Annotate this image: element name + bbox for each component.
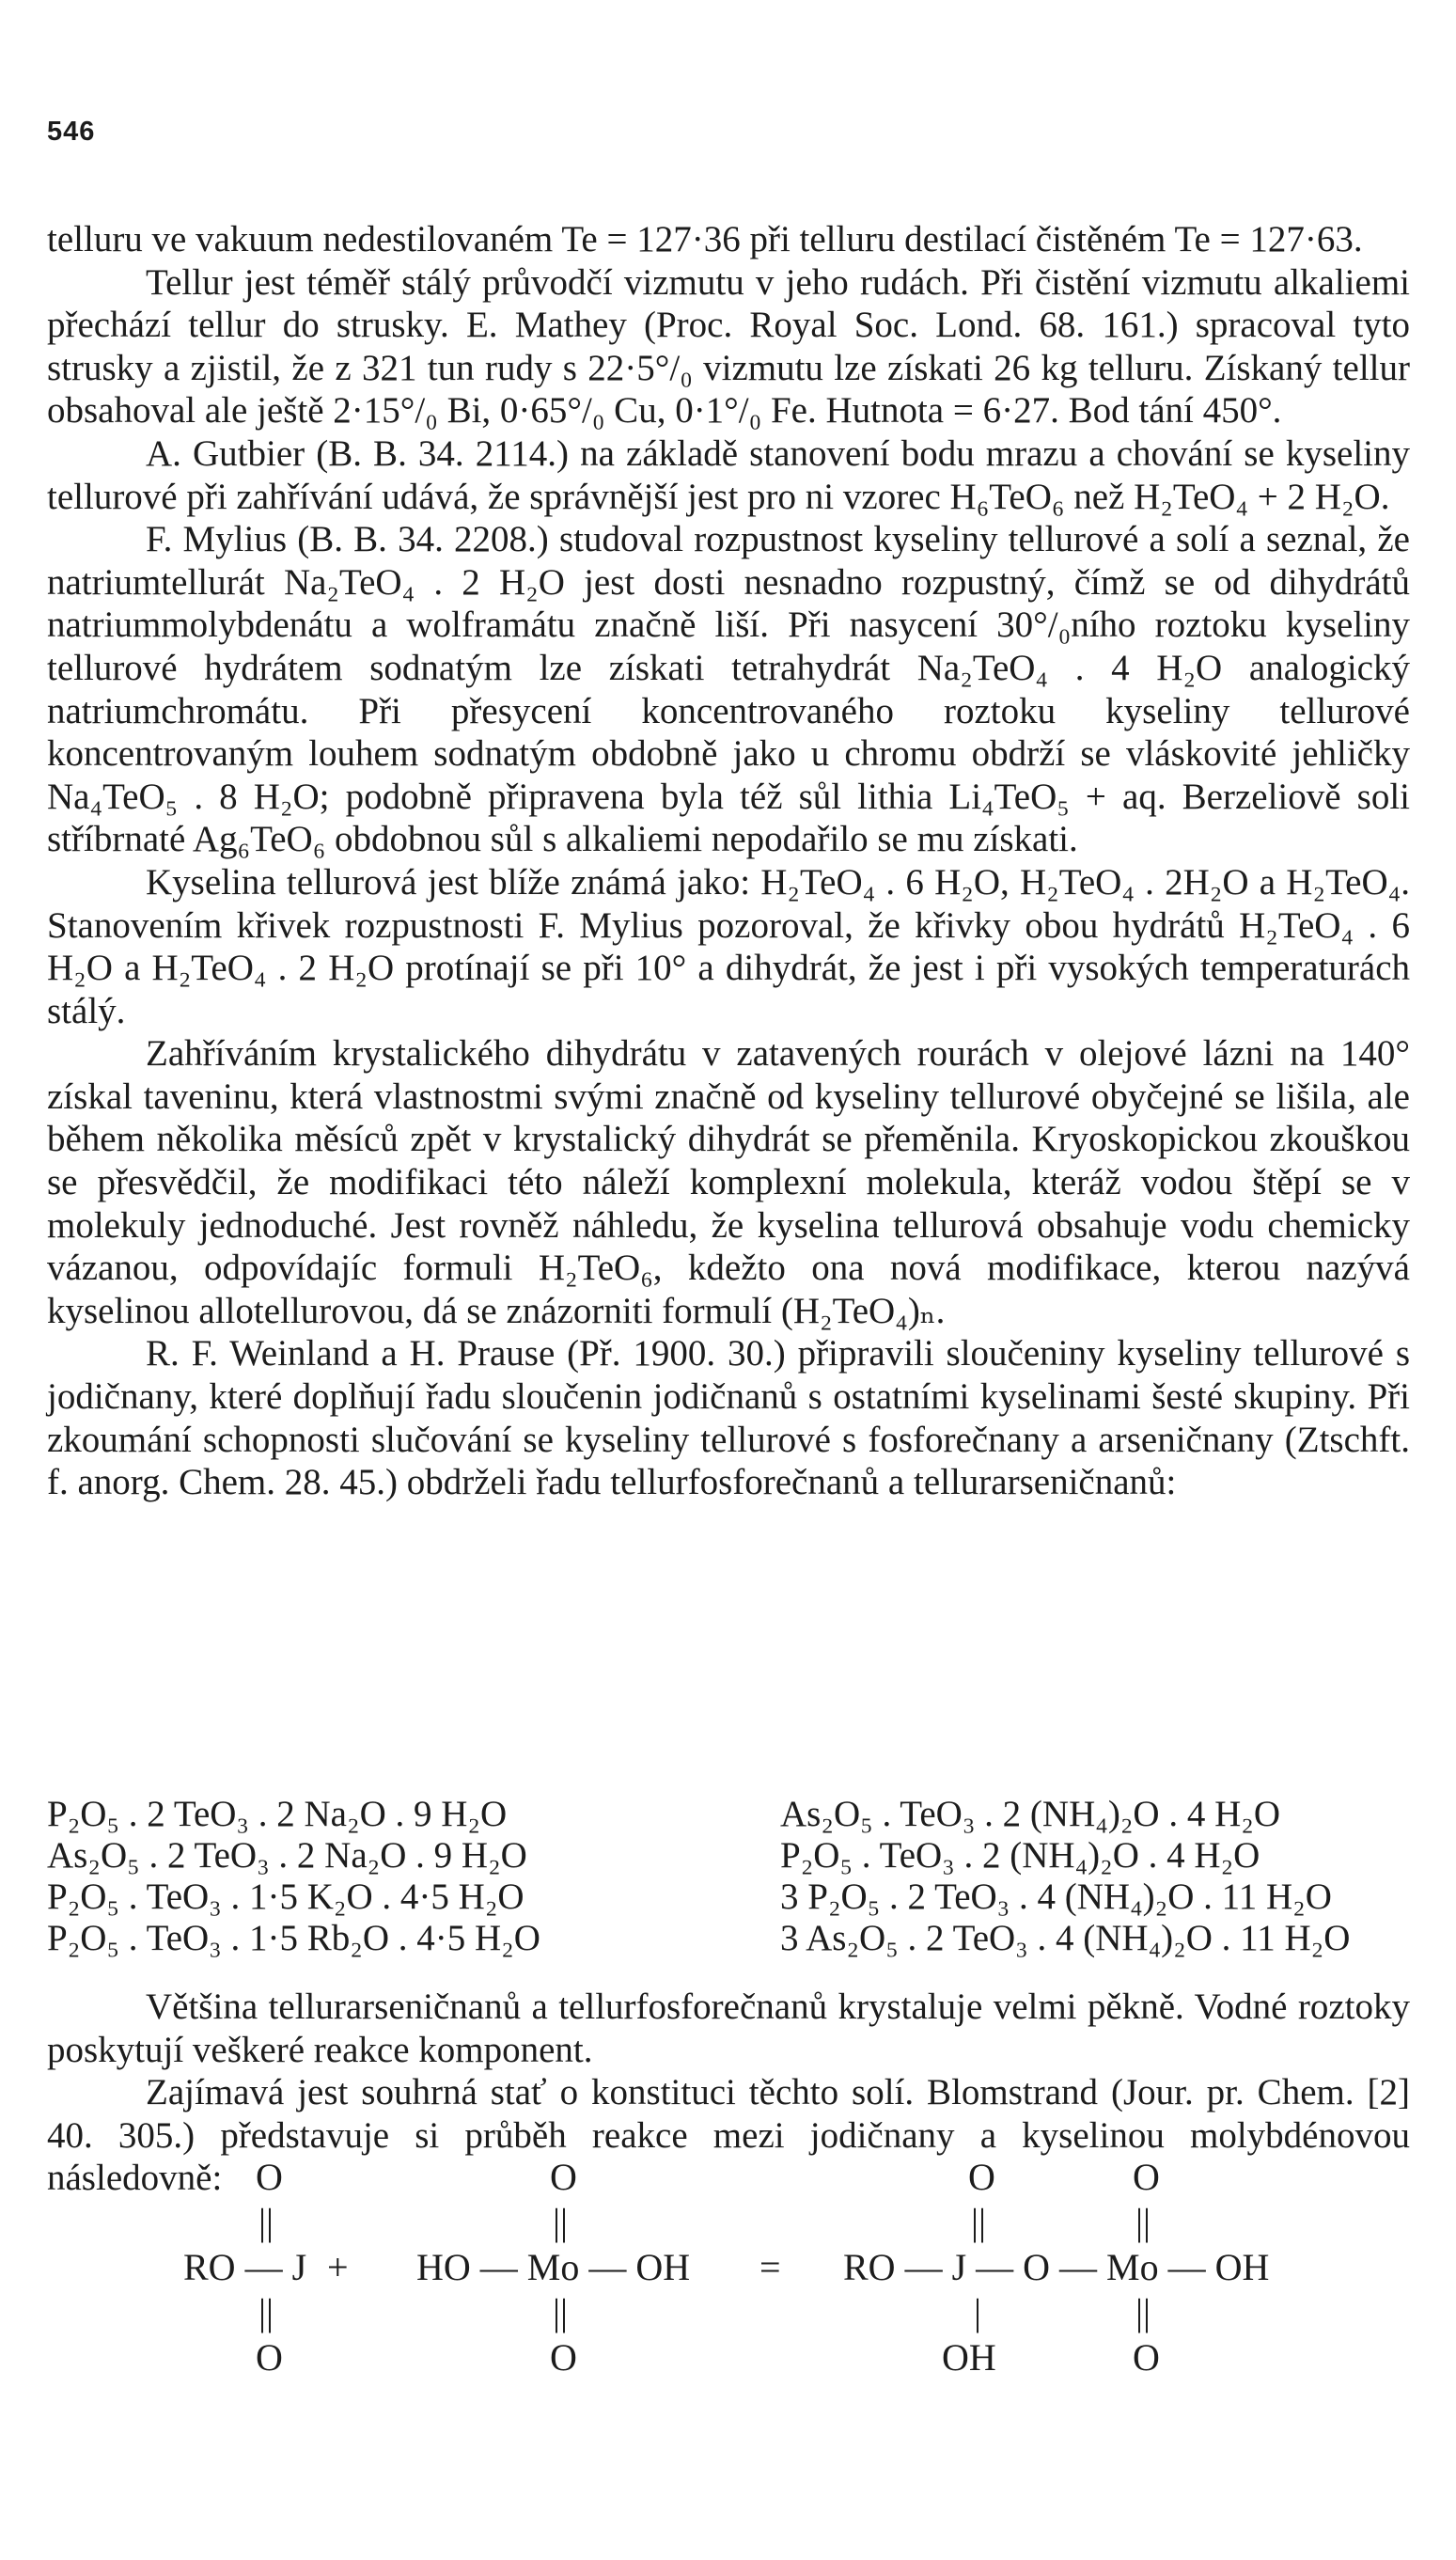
compound-formula: P₂O₅ . TeO₃ . 2 (NH₄)₂O . 4 H₂O [780,1835,1260,1876]
oxygen-atom: O [1133,2336,1160,2379]
paragraph-6: Zahříváním krystalického dihydrátu v zatavených rourách v olejové lázni na 140° získal taveninu, která vlastnostmi svými značně od kyseliny tellurové obyčejné se lišila, ale během několika měsíců zpět v krystalický dihydrát se přeměnila. Kryoskopickou zkouškou se přesvědčil, že modifikaci této náleží komplexní molekula, kteráž vodou štěpí se v molekuly jednoduché. Jest rovněž náhledu, že kyselina tellurová obsahuje vodu chemicky vázanou, odpovídajíc formuli H₂TeO₆, kdežto ona nová modifikace, kterou nazývá kyselinou allotellurovou, dá se znázorniti formulí (H₂TeO₄)ₙ. [47,1033,1410,1331]
paragraph-1: telluru ve vakuum nedestilovaném Te = 127·36 při telluru destilací čistěném Te = 127·63. [47,219,1363,259]
compound-table [47,1794,1410,1959]
paragraph-7: R. F. Weinland a H. Prause (Př. 1900. 30.) připravili sloučeniny kyseliny tellurové s jodičnany, které doplňují řadu sloučenin jodičnanů s ostatními kyselinami šesté skupiny. Při zkoumání schopnosti slučování se kyseliny tellurové s fosforečnany a arseničnany (Ztschft. f. anorg. Chem. 28. 45.) obdrželi řadu tellurfosforečnanů a tellurarseničnanů: [47,1333,1410,1503]
hydroxyl-group: OH [942,2336,996,2379]
paragraph-2: Tellur jest téměř stálý průvodčí vizmutu v jeho rudách. Při čistění vizmutu alkaliemi přechází tellur do strusky. E. Mathey (Proc. Royal Soc. Lond. 68. 161.) spracoval tyto strusky a zjistil, že z 321 tun rudy s 22·5°/₀ vizmutu lze získati 26 kg telluru. Získaný tellur obsahoval ale ještě 2·15°/₀ Bi, 0·65°/₀ Cu, 0·1°/₀ Fe. Hutnota = 6·27. Bod tání 450°. [47,261,1410,432]
double-bond: || [258,2201,274,2243]
single-bond: | [974,2291,982,2333]
compound-row [47,1794,1410,1835]
double-bond: || [1135,2201,1151,2243]
reactant-molybdic-acid: HO — Mo — OH [416,2246,691,2288]
paragraph-3: A. Gutbier (B. B. 34. 2114.) na základě stanovení bodu mrazu a chování se kyseliny tellurové při zahřívání udává, že správnější jest pro ni vzorec H₆TeO₆ než H₂TeO₄ + 2 H₂O. [47,432,1410,517]
equals-sign: = [759,2246,781,2288]
oxygen-atom: O [550,2156,577,2198]
body-text [47,218,1410,1504]
compound-formula: P₂O₅ . TeO₃ . 1·5 K₂O . 4·5 H₂O [47,1877,524,1917]
compound-row [47,1918,1410,1959]
oxygen-atom: O [256,2156,283,2198]
compound-formula: 3 As₂O₅ . 2 TeO₃ . 4 (NH₄)₂O . 11 H₂O [780,1918,1351,1958]
page-number: 546 [47,117,96,147]
paragraph-8: Většina tellurarseničnanů a tellurfosforečnanů krystaluje velmi pěkně. Vodné roztoky poskytují veškeré reakce komponent. [47,1987,1410,2070]
oxygen-atom: O [968,2156,995,2198]
paragraph-5: Kyselina tellurová jest blíže známá jako: H₂TeO₄ . 6 H₂O, H₂TeO₄ . 2H₂O a H₂TeO₄. Stanovením křivek rozpustnosti F. Mylius pozoroval, že křivky obou hydrátů H₂TeO₄ . 6 H₂O a H₂TeO₄ . 2 H₂O protínají se při 10° a dihydrát, že jest i při vysokých temperaturách stálý. [47,861,1410,1031]
product: RO — J — O — Mo — OH [843,2246,1270,2288]
double-bond: || [971,2201,987,2243]
compound-formula: P₂O₅ . 2 TeO₃ . 2 Na₂O . 9 H₂O [47,1794,508,1834]
oxygen-atom: O [1133,2156,1160,2198]
compound-formula: As₂O₅ . TeO₃ . 2 (NH₄)₂O . 4 H₂O [780,1794,1281,1834]
oxygen-atom: O [256,2336,283,2379]
paragraph-9: Zajímavá jest souhrná stať o konstituci těchto solí. Blomstrand (Jour. pr. Chem. [2] 40. 305.) představuje si průběh reakce mezi jodičnany a kyselinou molybdénovou následovně: [47,2072,1410,2199]
compound-formula: As₂O₅ . 2 TeO₃ . 2 Na₂O . 9 H₂O [47,1835,527,1876]
oxygen-atom: O [550,2336,577,2379]
double-bond: || [553,2201,569,2243]
compound-row [47,1835,1410,1877]
double-bond: || [1135,2291,1151,2333]
reactant-iodate: RO — J [183,2246,307,2288]
double-bond: || [553,2291,569,2333]
compound-formula: 3 P₂O₅ . 2 TeO₃ . 4 (NH₄)₂O . 11 H₂O [780,1877,1332,1917]
plus-sign: + [327,2246,349,2288]
paragraph-4: F. Mylius (B. B. 34. 2208.) studoval rozpustnost kyseliny tellurové a solí a seznal, že natriumtellurát Na₂TeO₄ . 2 H₂O jest dosti nesnadno rozpustný, čímž se od dihydrátů natriummolybdenátu a wolframátu značně liší. Při nasycení 30°/₀ního roztoku kyseliny tellurové hydrátem sodnatým lze získati tetrahydrát Na₂TeO₄ . 4 H₂O analogický natriumchromátu. Při přesycení koncentrovaného roztoku kyseliny tellurové koncentrovaným louhem sodnatým obdobně jako u chromu obdrží se vláskovité jehličky Na₄TeO₅ . 8 H₂O; podobně připravena byla též sůl lithia Li₄TeO₅ + aq. Berzeliově soli stříbrnaté Ag₆TeO₆ obdobnou sůl s alkaliemi nepodařilo se mu získati. [47,519,1410,860]
double-bond: || [258,2291,274,2333]
compound-formula: P₂O₅ . TeO₃ . 1·5 Rb₂O . 4·5 H₂O [47,1918,540,1958]
compound-row [47,1877,1410,1918]
reaction-scheme [0,2144,1456,2557]
